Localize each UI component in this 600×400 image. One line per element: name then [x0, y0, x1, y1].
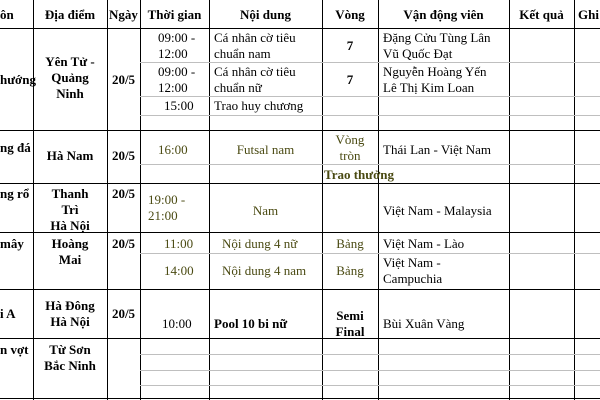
col-line — [378, 0, 379, 400]
sport-name: hướng — [0, 72, 36, 87]
header-van-dong-vien: Vận động viên — [403, 7, 484, 22]
row-line — [0, 289, 600, 290]
row-line — [0, 28, 600, 29]
time: 09:00 - 12:00 — [158, 64, 196, 95]
event-content: Nội dung 4 nữ — [222, 236, 298, 251]
row-line — [140, 96, 600, 97]
round: Semi Final — [335, 308, 365, 339]
col-line — [322, 0, 323, 400]
event-content: Cá nhân cờ tiêu chuẩn nam — [214, 30, 296, 61]
round: 7 — [346, 72, 354, 87]
sport-name: n vợt — [0, 342, 29, 357]
event-content: Nội dung 4 nam — [222, 263, 307, 278]
venue: Từ Sơn Bắc Ninh — [44, 342, 96, 373]
date: 20/5 — [111, 186, 136, 201]
athletes: Việt Nam - Campuchia — [383, 255, 443, 286]
row-line — [140, 253, 600, 254]
row-line — [140, 62, 600, 63]
col-line — [574, 0, 575, 400]
time: 10:00 — [162, 316, 192, 331]
venue: Hà Nam — [46, 148, 94, 163]
row-line — [0, 398, 600, 399]
header-dia-diem: Địa điểm — [44, 7, 96, 22]
sport-name: ng đá — [0, 140, 31, 155]
col-line — [140, 0, 141, 400]
date: 20/5 — [111, 148, 136, 163]
row-line — [0, 338, 600, 339]
athletes: Việt Nam - Malaysia — [383, 203, 492, 218]
time: 11:00 — [164, 236, 194, 251]
round: 7 — [346, 38, 354, 53]
date: 20/5 — [111, 72, 136, 87]
athletes: Nguyễn Hoàng Yến Lê Thị Kim Loan — [383, 64, 487, 95]
time: 15:00 — [164, 98, 194, 113]
header-mon: ôn — [0, 7, 14, 22]
round: Bảng — [336, 236, 364, 251]
sport-name: ng rổ — [0, 186, 30, 201]
time: 14:00 — [164, 263, 194, 278]
header-ket-qua: Kết quả — [519, 7, 564, 22]
venue: Hà Đông Hà Nội — [45, 298, 95, 329]
time: 19:00 - 21:00 — [148, 192, 186, 223]
header-vong: Vòng — [335, 7, 365, 22]
event-content: Futsal nam — [236, 142, 295, 157]
round: Vòng tròn — [335, 132, 365, 163]
event-content: Nam — [252, 203, 279, 218]
event-content: Cá nhân cờ tiêu chuẩn nữ — [214, 64, 296, 95]
venue: Thanh Trì Hà Nội — [50, 186, 90, 233]
header-thoi-gian: Thời gian — [147, 7, 202, 22]
row-line — [140, 370, 600, 371]
row-line — [0, 130, 600, 131]
venue: Hoàng Mai — [51, 236, 89, 267]
row-line — [140, 115, 600, 116]
athletes: Thái Lan - Việt Nam — [383, 142, 491, 157]
time: 09:00 - 12:00 — [158, 30, 196, 61]
header-ngay: Ngày — [109, 7, 138, 22]
round: Bảng — [336, 263, 364, 278]
header-noi-dung: Nội dung — [240, 7, 291, 22]
award-banner: Trao thưởng — [323, 167, 394, 182]
col-line — [509, 0, 510, 400]
row-line — [140, 354, 600, 355]
header-ghi: Ghi — [578, 7, 599, 22]
venue: Yên Tử - Quảng Ninh — [45, 54, 95, 101]
time: 16:00 — [158, 142, 188, 157]
row-line — [0, 183, 600, 184]
sport-name: i A — [0, 306, 16, 321]
date: 20/5 — [111, 236, 136, 251]
athletes: Đặng Cửu Tùng Lân Vũ Quốc Đạt — [383, 30, 491, 61]
athletes: Bùi Xuân Vàng — [383, 316, 465, 331]
sport-name: mây — [0, 236, 24, 251]
event-content: Pool 10 bi nữ — [214, 316, 288, 331]
col-line — [209, 0, 210, 400]
row-line — [140, 164, 600, 165]
date: 20/5 — [111, 306, 136, 321]
event-content: Trao huy chương — [214, 98, 304, 113]
athletes: Việt Nam - Lào — [383, 236, 465, 251]
row-line — [140, 385, 600, 386]
